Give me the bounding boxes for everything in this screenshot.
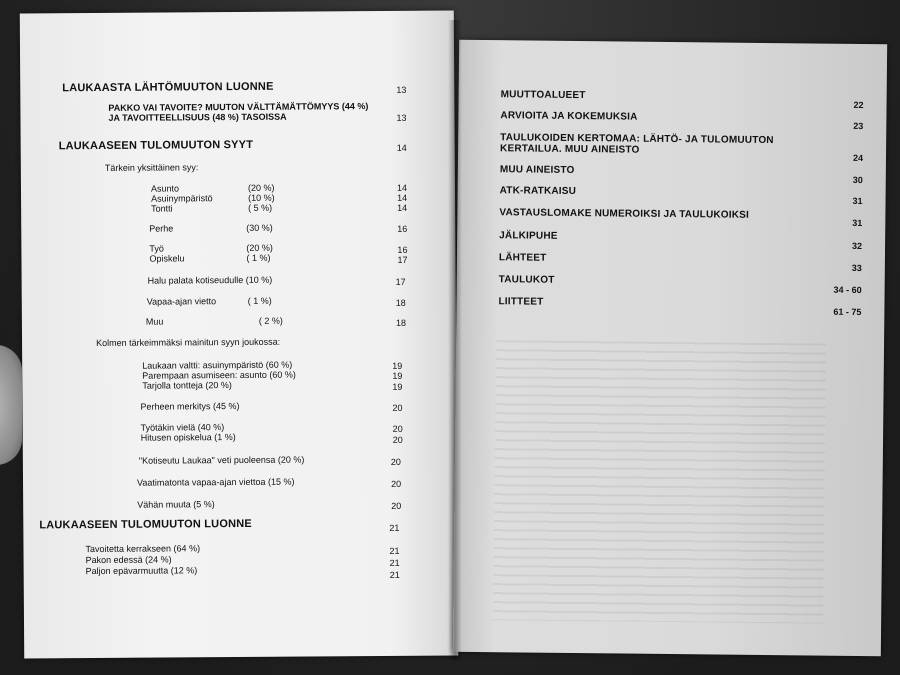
toc-entry-percent: ( 5 %) — [248, 202, 273, 213]
toc-page-number: 17 — [397, 254, 408, 265]
toc-section-heading: KERTAILUA. MUU AINEISTO — [500, 143, 640, 156]
toc-entry-label: Vähän muuta (5 %) — [137, 499, 215, 510]
toc-entry-percent: (20 %) — [247, 182, 275, 193]
toc-page-number: 61 - 75 — [833, 306, 862, 318]
toc-section-heading: LIITTEET — [498, 296, 544, 308]
toc-entry-label: Tontti — [151, 203, 173, 214]
toc-section-heading: TAULUKOT — [498, 274, 555, 286]
left-page — [20, 10, 458, 658]
toc-page-number: 20 — [392, 402, 403, 413]
toc-page-number: 18 — [395, 297, 406, 308]
toc-page-number: 31 — [852, 217, 863, 229]
toc-entry-label: Pakon edessä (24 %) — [85, 554, 172, 566]
toc-page-number: 14 — [396, 142, 407, 153]
toc-page-number: 21 — [389, 569, 400, 580]
toc-page-number: 20 — [391, 478, 402, 489]
book-gutter — [448, 20, 462, 660]
toc-entry-label: PAKKO VAI TAVOITE? MUUTON VÄLTTÄMÄTTÖMYYS (44 %) — [108, 101, 369, 113]
toc-section-heading: LAUKAASTA LÄHTÖMUUTON LUONNE — [62, 80, 274, 95]
toc-page-number: 22 — [853, 99, 864, 111]
toc-page-number: 19 — [392, 370, 403, 381]
toc-entry-label: Muu — [145, 316, 164, 327]
toc-entry-percent: ( 1 %) — [247, 295, 272, 306]
toc-page-number: 33 — [851, 262, 862, 274]
toc-page-number: 13 — [396, 84, 407, 95]
toc-entry-label: Asuinympäristö — [151, 193, 213, 204]
toc-entry-percent: (30 %) — [246, 222, 273, 233]
toc-page-number: 21 — [389, 522, 400, 533]
toc-entry-percent: (20 %) — [246, 242, 273, 253]
toc-entry-percent: ( 2 %) — [258, 315, 283, 326]
toc-page-number: 31 — [852, 195, 863, 207]
toc-entry-percent: (10 %) — [248, 192, 275, 203]
toc-entry-label: Paljon epävarmuutta (12 %) — [85, 565, 198, 577]
show-through-texture — [493, 340, 826, 623]
toc-entry-label: Laukaan valtti: asuinympäristö (60 %) — [142, 359, 293, 371]
toc-entry-label: "Kotiseutu Laukaa" veti puoleensa (20 %) — [138, 454, 305, 466]
toc-entry-label: Opiskelu — [149, 253, 185, 264]
toc-entry-label: Työtäkin vielä (40 %) — [140, 422, 225, 433]
toc-entry-label: Tavoitetta kerrakseen (64 %) — [85, 543, 201, 555]
toc-page-number: 14 — [397, 202, 408, 213]
toc-page-number: 30 — [852, 174, 863, 186]
toc-entry-label: Asunto — [150, 183, 180, 194]
toc-entry-label: Tarjolla tontteja (20 %) — [142, 380, 232, 391]
toc-section-heading: ATK-RATKAISU — [499, 185, 577, 198]
thumb — [0, 345, 22, 465]
toc-entry-label: Vaatimatonta vapaa-ajan viettoa (15 %) — [136, 476, 295, 488]
toc-page-number: 20 — [391, 500, 402, 511]
toc-page-number: 34 - 60 — [833, 284, 862, 296]
toc-page-number: 16 — [397, 223, 408, 234]
toc-page-number: 16 — [397, 244, 408, 255]
toc-section-heading: MUU AINEISTO — [499, 164, 575, 176]
toc-page-number: 13 — [396, 112, 407, 123]
toc-entry-label: Parempaan asumiseen: asunto (60 %) — [142, 369, 296, 381]
toc-page-number: 19 — [392, 360, 403, 371]
toc-page-number: 20 — [392, 434, 403, 445]
toc-page-number: 21 — [389, 557, 400, 568]
toc-entry-label: Kolmen tärkeimmäksi mainitun syyn joukossa: — [96, 336, 281, 348]
toc-page-number: 23 — [853, 120, 864, 132]
toc-section-heading: LÄHTEET — [498, 252, 547, 264]
toc-entry-label: JA TAVOITTEELLISUUS (48 %) TASOISSA — [108, 111, 287, 123]
toc-page-number: 24 — [852, 152, 864, 164]
toc-section-heading: VASTAUSLOMAKE NUMEROIKSI JA TAULUKOIKSI — [499, 207, 750, 221]
toc-page-number: 18 — [395, 317, 406, 328]
toc-section-heading: LAUKAASEEN TULOMUUTON LUONNE — [39, 517, 252, 532]
toc-entry-label: Vapaa-ajan vietto — [146, 296, 217, 307]
toc-page-number: 19 — [392, 381, 403, 392]
toc-entry-label: Tärkein yksittäinen syy: — [104, 162, 199, 173]
toc-page-number: 17 — [395, 276, 406, 287]
toc-section-heading: MUUTTOALUEET — [500, 89, 586, 102]
toc-entry-label: Työ — [149, 243, 164, 254]
toc-page-number: 14 — [397, 192, 408, 203]
toc-entry-label: Perheen merkitys (45 %) — [140, 400, 240, 412]
toc-entry-label: Hitusen opiskelua (1 %) — [140, 432, 236, 443]
toc-page-number: 20 — [392, 423, 403, 434]
toc-section-heading: TAULUKOIDEN KERTOMAA: LÄHTÖ- JA TULOMUUTON — [500, 132, 774, 147]
toc-entry-label: Perhe — [149, 223, 174, 234]
toc-section-heading: JÄLKIPUHE — [499, 230, 558, 242]
toc-section-heading: LAUKAASEEN TULOMUUTON SYYT — [58, 138, 254, 153]
toc-section-heading: ARVIOITA JA KOKEMUKSIA — [500, 110, 638, 123]
toc-entry-label: Halu palata kotiseudulle (10 %) — [147, 274, 273, 286]
toc-page-number: 14 — [396, 182, 408, 193]
toc-page-number: 20 — [390, 456, 401, 467]
toc-page-number: 32 — [852, 240, 863, 252]
right-page — [453, 40, 887, 656]
toc-entry-percent: ( 1 %) — [246, 252, 271, 263]
toc-page-number: 21 — [389, 545, 400, 556]
